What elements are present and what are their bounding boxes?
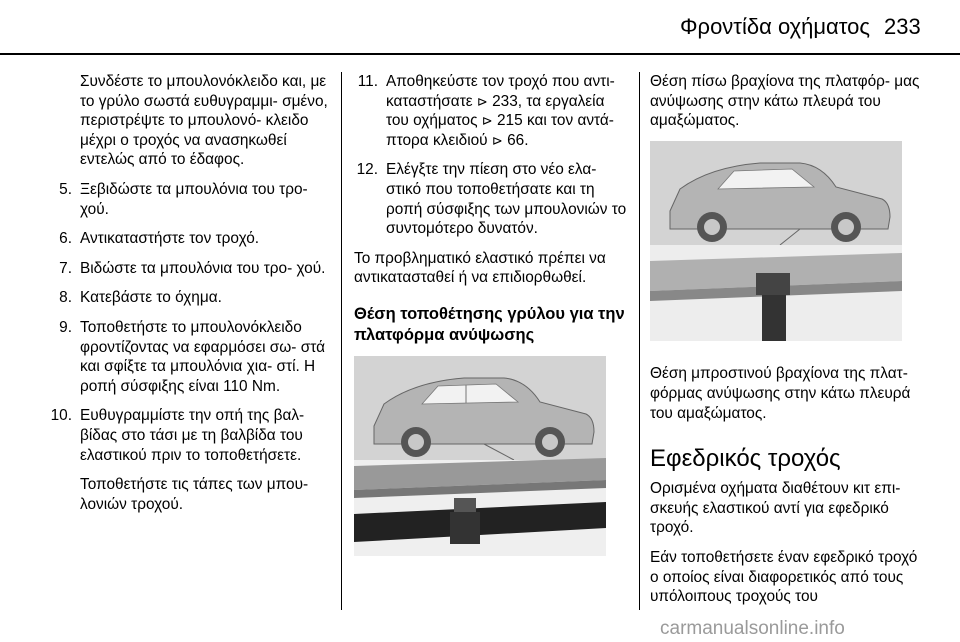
list-item: 7. Βιδώστε τα μπουλόνια του τρο- χού. [59,259,326,277]
column-middle [354,72,629,580]
body-paragraph: Εάν τοποθετήσετε έναν εφεδρικό τροχό ο οποίος είναι διαφορετικός από τους υπόλοιπους τροχούς του [650,548,918,606]
figure-caption: Θέση πίσω βραχίονα της πλατφόρ- μας ανύψωσης στην κάτω πλευρά του αμαξώματος. [650,73,920,130]
intro-paragraph: Συνδέστε το μπουλονόκλειδο και, με το γρύλο σωστά ευθυγραμμι- σμένο, περιστρέψτε το μπουλονό- κλειδο μέχρι ο τροχός να ανασηκωθεί εντελώς από το έδαφος. [80,73,328,169]
list-item: 12. Ελέγξτε την πίεση στο νέο ελα- στικό που τοποθετήσατε και τη ροπή σύσφιξης των μπουλονιών το συντομότερο δυνατόν. [356,161,627,238]
reference-arrow-icon: ⊳ [481,113,493,129]
page-title: Φροντίδα οχήματος [680,14,870,39]
list-item: 10. Ευθυγραμμίστε την οπή της βαλ- βίδας στο τάσι με τη βαλβίδα του ελαστικού πριν το τοποθετήσετε. [50,407,305,464]
header-rule [0,53,960,55]
body-paragraph: Ορισμένα οχήματα διαθέτουν κιτ επι- σκευής ελαστικού αντί για εφεδρικό τροχό. [650,480,901,537]
lift-platform-rear-illustration [650,141,902,341]
column-left [40,72,330,524]
reference-arrow-icon: ⊳ [476,93,488,109]
note-paragraph: Το προβληματικό ελαστικό πρέπει να αντικατασταθεί ή να επιδιορθωθεί. [354,249,606,287]
list-item: 9. Τοποθετήστε το μπουλονόκλειδο φροντίζοντας να εφαρμόσει σω- στά και σφίξτε τα μπουλόνια χια- στί. Η ροπή σύσφιξης είναι 110 Nm. [59,318,325,395]
list-item: 11. Αποθηκεύστε τον τροχό που αντι- καταστήσατε ⊳ 233, τα εργαλεία του οχήματος ⊳ 215 και τον αντά- πτορα κλειδιού ⊳ 66. [357,73,615,149]
page-number: 233 [884,14,921,39]
column-right [650,72,925,617]
reference-arrow-icon: ⊳ [491,132,503,148]
figure-caption: Θέση μπροστινού βραχίονα της πλατ- φόρμας ανύψωσης στην κάτω πλευρά του αμαξώματος. [650,365,911,422]
list-item: 6. Αντικαταστήστε τον τροχό. [59,230,260,248]
watermark: carmanualsonline.info [660,618,845,639]
step-note: Τοποθετήστε τις τάπες των μπου- λονιών τροχού. [80,476,309,513]
section-heading: Εφεδρικός τροχός [650,445,841,473]
section-heading: Θέση τοποθέτησης γρύλου για την πλατφόρμα ανύψωσης [354,304,625,344]
column-divider [341,72,342,610]
list-item: 8. Κατεβάστε το όχημα. [59,289,222,307]
lift-platform-side-illustration [354,356,606,556]
list-item: 5. Ξεβιδώστε τα μπουλόνια του τρο- χού. [59,180,308,218]
column-divider [639,72,640,610]
